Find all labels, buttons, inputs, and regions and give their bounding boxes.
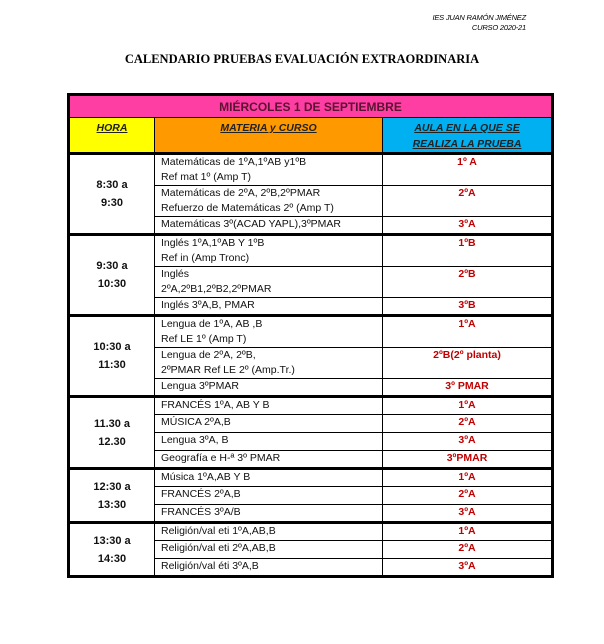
subject-cell — [155, 379, 383, 397]
course-year: CURSO 2020-21 — [471, 23, 526, 32]
classroom-cell: 1ºA — [383, 397, 553, 415]
subject-cell — [155, 433, 383, 451]
classroom-cell: 3ºA — [383, 217, 553, 235]
subject-line-secondary: Refuerzo de Matemáticas 2º (Amp T) — [161, 202, 334, 214]
classroom-cell: 3ºA — [383, 433, 553, 451]
subject-line: Geografía e H-ª 3º PMAR — [161, 452, 281, 464]
subject-line: Religión/val eti 2ºA,AB,B — [161, 542, 276, 554]
classroom-cell: 3ºA — [383, 559, 553, 577]
classroom-cell: 2ºA — [383, 186, 553, 217]
subject-line: Religión/val éti 3ºA,B — [161, 560, 259, 572]
time-end: 14:30 — [97, 552, 127, 565]
time-start: 12:30 a — [93, 480, 131, 493]
table-row — [69, 469, 553, 487]
subject-cell — [155, 397, 383, 415]
subject-cell — [155, 154, 383, 186]
time-start: 13:30 a — [93, 534, 131, 547]
table-row — [69, 235, 553, 267]
subject-line: MÚSICA 2ºA,B — [161, 416, 231, 428]
column-header-aula-line1: AULA EN LA QUE SE — [414, 122, 520, 134]
subject-line: Religión/val eti 1ºA,AB,B — [161, 525, 276, 537]
subject-cell — [155, 541, 383, 559]
subject-cell — [155, 267, 383, 298]
subject-cell — [155, 451, 383, 469]
subject-cell — [155, 523, 383, 541]
subject-line-secondary: Ref LE 1º (Amp T) — [161, 333, 247, 345]
time-slot — [69, 523, 155, 577]
classroom-cell: 2ºB — [383, 267, 553, 298]
table-row — [69, 523, 553, 541]
classroom-cell: 3ºPMAR — [383, 451, 553, 469]
time-end: 9:30 — [100, 197, 124, 209]
subject-line: Matemáticas 3º(ACAD YAPL),3ºPMAR — [161, 218, 342, 230]
school-header — [432, 13, 526, 33]
subject-cell — [155, 235, 383, 267]
time-end: 10:30 — [97, 278, 127, 290]
time-start: 10:30 a — [93, 341, 131, 353]
classroom-cell: 2ºA — [383, 541, 553, 559]
time-slot — [69, 235, 155, 316]
table-row — [69, 316, 553, 348]
subject-line: Lengua de 2ºA, 2ºB, — [161, 349, 256, 361]
day-heading: MIÉRCOLES 1 DE SEPTIEMBRE — [69, 95, 553, 118]
classroom-cell: 2ºA — [383, 487, 553, 505]
school-name: IES JUAN RAMÓN JIMÉNEZ — [432, 13, 526, 22]
subject-line: Matemáticas de 1ºA,1ºAB y1ºB — [161, 156, 307, 168]
page-title: CALENDARIO PRUEBAS EVALUACIÓN EXTRAORDINARIA — [124, 52, 480, 66]
time-slot — [69, 469, 155, 523]
time-start: 11.30 a — [93, 417, 131, 430]
classroom-cell: 1ºB — [383, 235, 553, 267]
subject-line-secondary: Ref in (Amp Tronc) — [161, 252, 250, 264]
column-header-aula — [383, 118, 553, 154]
subject-line: Lengua de 1ºA, AB ,B — [161, 318, 263, 330]
subject-cell — [155, 559, 383, 577]
classroom-cell: 3º PMAR — [383, 379, 553, 397]
classroom-cell: 2ºA — [383, 415, 553, 433]
subject-cell — [155, 348, 383, 379]
subject-line: Inglés 3ºA,B, PMAR — [161, 299, 255, 311]
exam-schedule-table — [67, 93, 554, 578]
subject-line: FRANCÉS 3ºA/B — [161, 506, 241, 518]
classroom-cell: 1ºA — [383, 469, 553, 487]
time-start: 8:30 a — [96, 179, 128, 191]
classroom-cell: 3ºB — [383, 298, 553, 316]
subject-line: Inglés — [161, 268, 190, 280]
time-end: 12.30 — [98, 435, 126, 448]
subject-cell — [155, 469, 383, 487]
time-start: 9:30 a — [96, 260, 128, 272]
column-header-materia: MATERIA y CURSO — [155, 118, 383, 154]
subject-line: Música 1ºA,AB Y B — [161, 471, 251, 483]
subject-line: Inglés 1ºA,1ºAB Y 1ºB — [161, 237, 265, 249]
table-row — [69, 154, 553, 186]
subject-line: Matemáticas de 2ºA, 2ºB,2ºPMAR — [161, 187, 321, 199]
subject-cell — [155, 505, 383, 523]
subject-line-secondary: 2ºA,2ºB1,2ºB2,2ºPMAR — [161, 283, 272, 295]
subject-line: Lengua 3ºPMAR — [161, 380, 239, 392]
classroom-cell: 1º A — [383, 154, 553, 186]
subject-line: FRANCÉS 2ºA,B — [161, 488, 241, 500]
subject-line: FRANCÉS 1ºA, AB Y B — [161, 399, 270, 411]
subject-line-secondary: Ref mat 1º (Amp T) — [161, 171, 251, 183]
subject-cell — [155, 186, 383, 217]
time-end: 11:30 — [98, 359, 126, 371]
classroom-cell: 1ºA — [383, 316, 553, 348]
subject-cell — [155, 217, 383, 235]
classroom-cell: 2ºB(2º planta) — [383, 348, 553, 379]
time-slot — [69, 154, 155, 235]
subject-cell — [155, 487, 383, 505]
column-header-hora: HORA — [69, 118, 155, 154]
subject-line: Lengua 3ºA, B — [161, 434, 229, 446]
table-row — [69, 397, 553, 415]
subject-cell — [155, 415, 383, 433]
classroom-cell: 3ºA — [383, 505, 553, 523]
subject-line-secondary: 2ºPMAR Ref LE 2º (Amp.Tr.) — [161, 364, 295, 376]
classroom-cell: 1ºA — [383, 523, 553, 541]
column-header-aula-line2: REALIZA LA PRUEBA — [412, 138, 522, 150]
subject-cell — [155, 298, 383, 316]
subject-cell — [155, 316, 383, 348]
time-end: 13:30 — [97, 498, 127, 511]
time-slot — [69, 316, 155, 397]
time-slot — [69, 397, 155, 469]
